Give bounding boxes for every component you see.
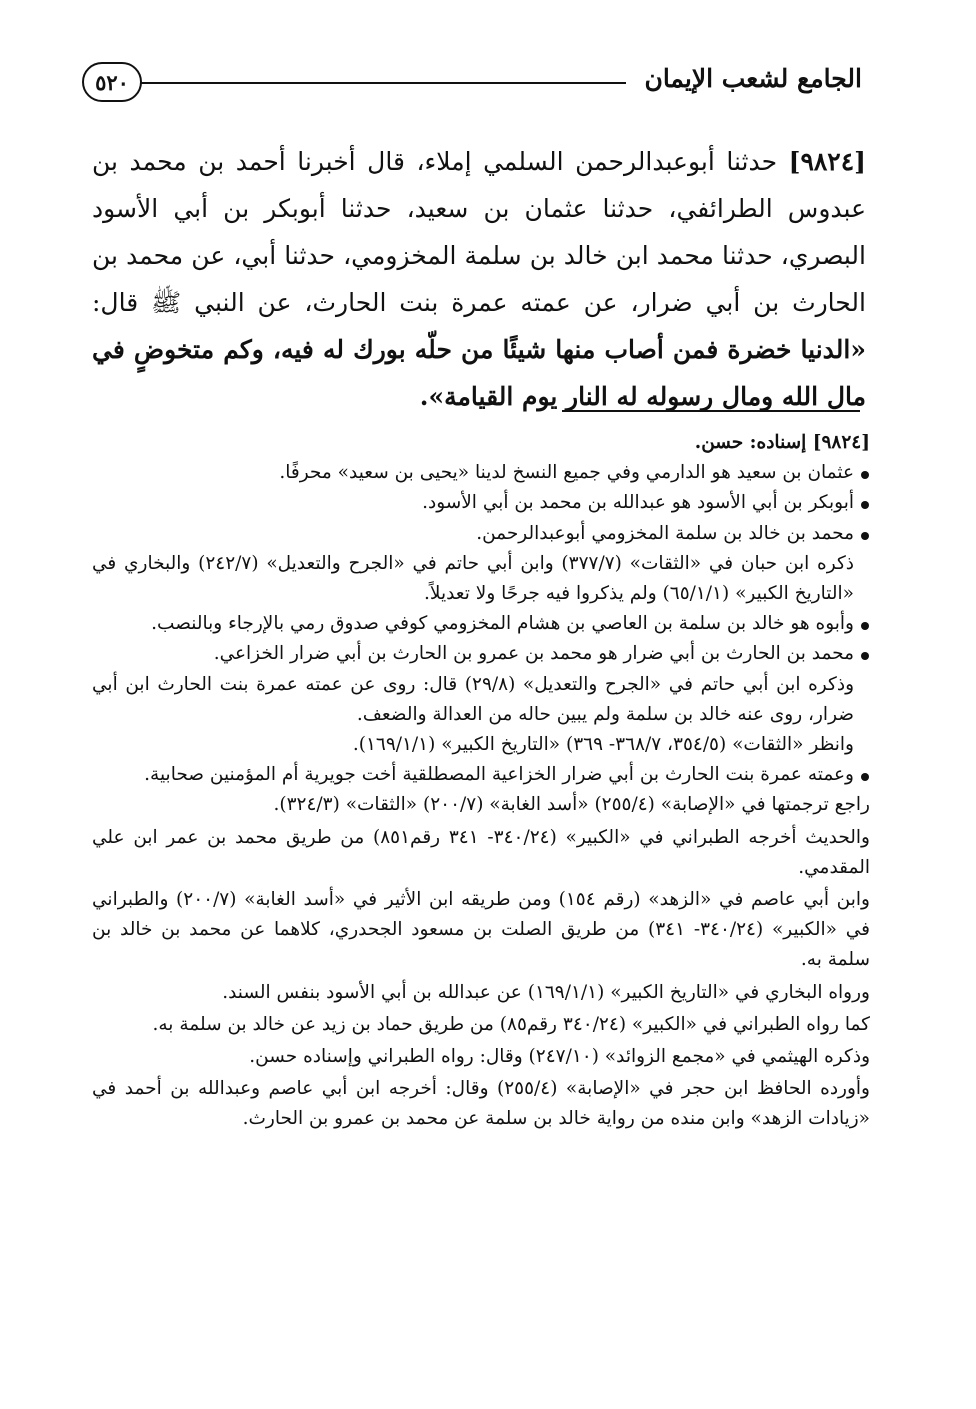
- footnote-paragraph: ورواه البخاري في «التاريخ الكبير» (١٦٩/١/١) عن عبدالله بن أبي الأسود بنفس السند.: [222, 981, 870, 1003]
- page-number-badge: ٥٢٠: [82, 62, 142, 102]
- footnote-bullet: وعمته عمرة بنت الحارث بن أبي ضرار الخزاعية المصطلقية أخت جويرية أم المؤمنين صحابية.: [92, 760, 870, 790]
- footnote-bullet: أبوبكر بن أبي الأسود هو عبدالله بن محمد بن أبي الأسود.: [92, 488, 870, 518]
- page-header: [82, 62, 862, 110]
- footnote-paragraph: والحديث أخرجه الطبراني في «الكبير» (٣٤٠/٢٤- ٣٤١ رقم٨٥١) من طريق محمد بن عمر ابن علي المقدمي.: [92, 826, 870, 878]
- footnote-paragraph: وذكره الهيثمي في «مجمع الزوائد» (٢٤٧/١٠) وقال: رواه الطبراني وإسناده حسن.: [249, 1046, 870, 1068]
- footnote-detail: وانظر «الثقات» (٣٥٤/٥، ٣٦٨/٧- ٣٦٩) «التاريخ الكبير» (١٦٩/١/١).: [352, 734, 854, 756]
- footnote-bullet: محمد بن خالد بن سلمة المخزومي أبوعبدالرحمن.: [92, 519, 870, 549]
- footnote-bullet: محمد بن الحارث بن أبي ضرار هو محمد بن عمرو بن الحارث بن أبي ضرار الخزاعي.: [92, 639, 870, 669]
- hadith-number: [٩٨٢٤]: [788, 147, 866, 176]
- hadith-matn: «الدنيا خضرة فمن أصاب منها شيئًا من حلّه بورك له فيه، وكم متخوضٍ في مال الله ومال رسوله له النار يوم القيامة».: [92, 335, 866, 411]
- footnote-heading: [٩٨٢٤] إسناده: حسن.: [694, 432, 870, 453]
- running-title: الجامع لشعب الإيمان: [644, 64, 862, 93]
- footnote-bullet: وأبوه هو خالد بن سلمة بن العاصي بن هشام المخزومي كوفي صدوق رمي بالإرجاء وبالنصب.: [92, 609, 870, 639]
- header-rule: [140, 82, 626, 84]
- footnotes: [92, 428, 870, 1135]
- footnote-detail: ذكره ابن حبان في «الثقات» (٣٧٧/٧) وابن أبي حاتم في «الجرح والتعديل» (٢٤٢/٧) والبخاري في «التاريخ الكبير» (٦٥/١/١) ولم يذكروا فيه جرحًا ولا تعديلاً.: [92, 552, 854, 605]
- hadith-isnad: حدثنا أبوعبدالرحمن السلمي إملاء، قال أخبرنا أحمد بن محمد بن عبدوس الطرائفي، حدثنا عثمان بن سعيد، حدثنا أبوبكر بن أبي الأسود البصري، حدثنا محمد ابن خالد بن سلمة المخزومي، حدثنا أبي، عن محمد بن الحارث بن أبي ضرار، عن عمته عمرة بنت الحارث، عن النبي ﷺ قال:: [92, 147, 866, 317]
- footnote-paragraph: وابن أبي عاصم في «الزهد» (رقم ١٥٤) ومن طريقه ابن الأثير في «أسد الغابة» (٢٠٠/٧) والطبراني في «الكبير» (٣٤٠/٢٤- ٣٤١) من طريق الصلت بن مسعود الجحدري، كلاهما عن محمد بن خالد بن سلمة به.: [92, 889, 870, 971]
- footnote-separator: [562, 410, 860, 412]
- footnote-bullet: عثمان بن سعيد هو الدارمي وفي جميع النسخ لدينا «يحيى بن سعيد» محرفًا.: [92, 458, 870, 488]
- hadith-text: [92, 138, 866, 420]
- footnote-detail: راجع ترجمتها في «الإصابة» (٢٥٥/٤) «أسد الغابة» (٢٠٠/٧) «الثقات» (٣٢٤/٣).: [273, 794, 870, 816]
- footnote-detail: وذكره ابن أبي حاتم في «الجرح والتعديل» (٢٩/٨) قال: روى عن عمته عمرة بنت الحارث ابن أبي ضرار، روى عنه خالد بن سلمة ولم يبين حاله من العدالة والضعف.: [92, 673, 854, 725]
- footnote-paragraph: وأورده الحافظ ابن حجر في «الإصابة» (٢٥٥/٤) وقال: أخرجه ابن أبي عاصم وعبدالله بن أحمد في «زيادات الزهد» وابن منده من رواية خالد بن سلمة عن محمد بن عمرو بن الحارث.: [92, 1078, 870, 1130]
- footnote-paragraph: كما رواه الطبراني في «الكبير» (٣٤٠/٢٤ رقم٨٥) من طريق حماد بن زيد عن خالد بن سلمة به.: [152, 1013, 870, 1035]
